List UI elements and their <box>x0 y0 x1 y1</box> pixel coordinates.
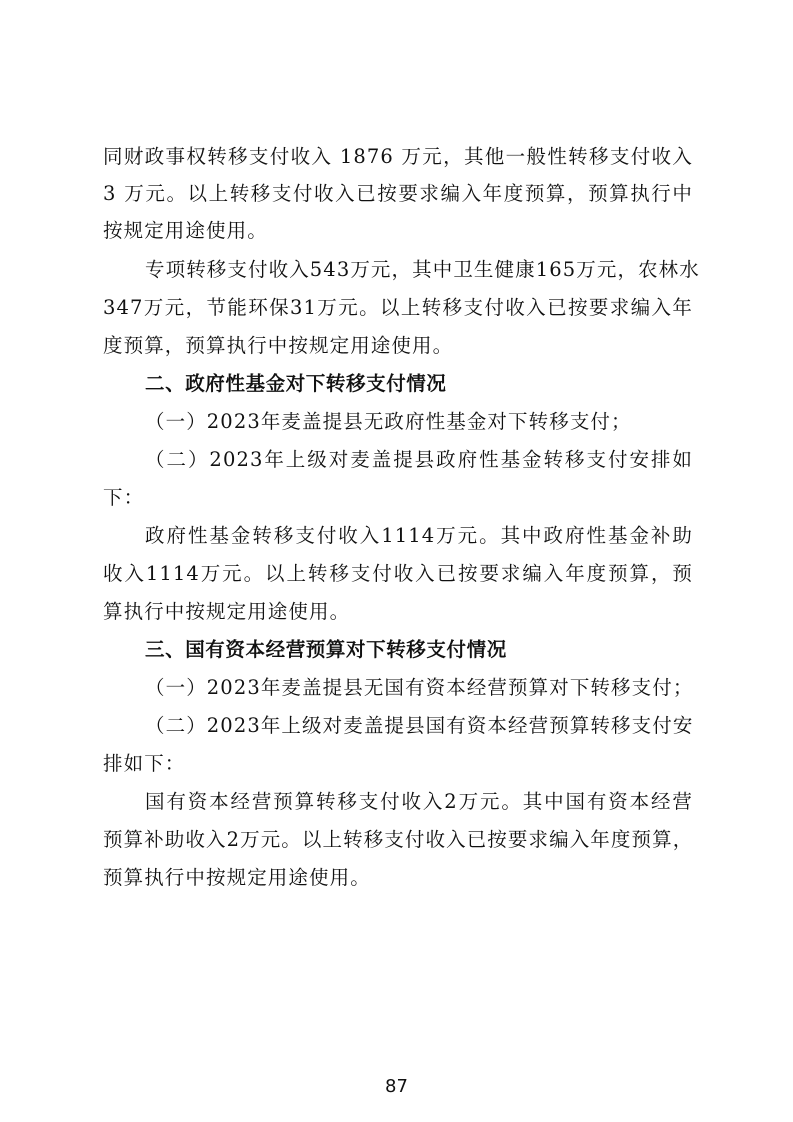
page-number: 87 <box>385 1076 408 1097</box>
section-heading-2: 二、政府性基金对下转移支付情况 <box>145 372 447 395</box>
paragraph-line: 度预算，预算执行中按规定用途使用。 <box>103 334 454 357</box>
paragraph-line: 预算执行中按规定用途使用。 <box>103 866 371 889</box>
paragraph-line: 国有资本经营预算转移支付收入2万元。其中国有资本经营 <box>145 790 693 813</box>
paragraph-line: 专项转移支付收入543万元，其中卫生健康165万元，农林水 <box>145 258 700 281</box>
paragraph-line: 按规定用途使用。 <box>103 219 268 242</box>
paragraph-line: 排如下： <box>103 752 186 775</box>
paragraph-line: （一）2023年麦盖提县无国有资本经营预算对下转移支付； <box>145 676 694 699</box>
paragraph-line: 3 万元。以上转移支付收入已按要求编入年度预算，预算执行中 <box>103 182 693 205</box>
paragraph-line: （一）2023年麦盖提县无政府性基金对下转移支付； <box>145 410 632 433</box>
paragraph-line: 收入1114万元。以上转移支付收入已按要求编入年度预算，预 <box>103 562 693 585</box>
section-heading-3: 三、国有资本经营预算对下转移支付情况 <box>145 638 507 661</box>
paragraph-line: （二）2023年上级对麦盖提县国有资本经营预算转移支付安 <box>145 714 694 737</box>
paragraph-line: 预算补助收入2万元。以上转移支付收入已按要求编入年度预算， <box>103 828 694 851</box>
paragraph-line: 下： <box>103 486 145 509</box>
paragraph-line: 347万元，节能环保31万元。以上转移支付收入已按要求编入年 <box>103 296 693 319</box>
paragraph-line: 政府性基金转移支付收入1114万元。其中政府性基金补助 <box>145 524 693 547</box>
paragraph-line: 同财政事权转移支付收入 1876 万元，其他一般性转移支付收入 <box>103 145 693 168</box>
paragraph-line: （二）2023年上级对麦盖提县政府性基金转移支付安排如 <box>145 448 693 471</box>
paragraph-line: 算执行中按规定用途使用。 <box>103 600 351 623</box>
